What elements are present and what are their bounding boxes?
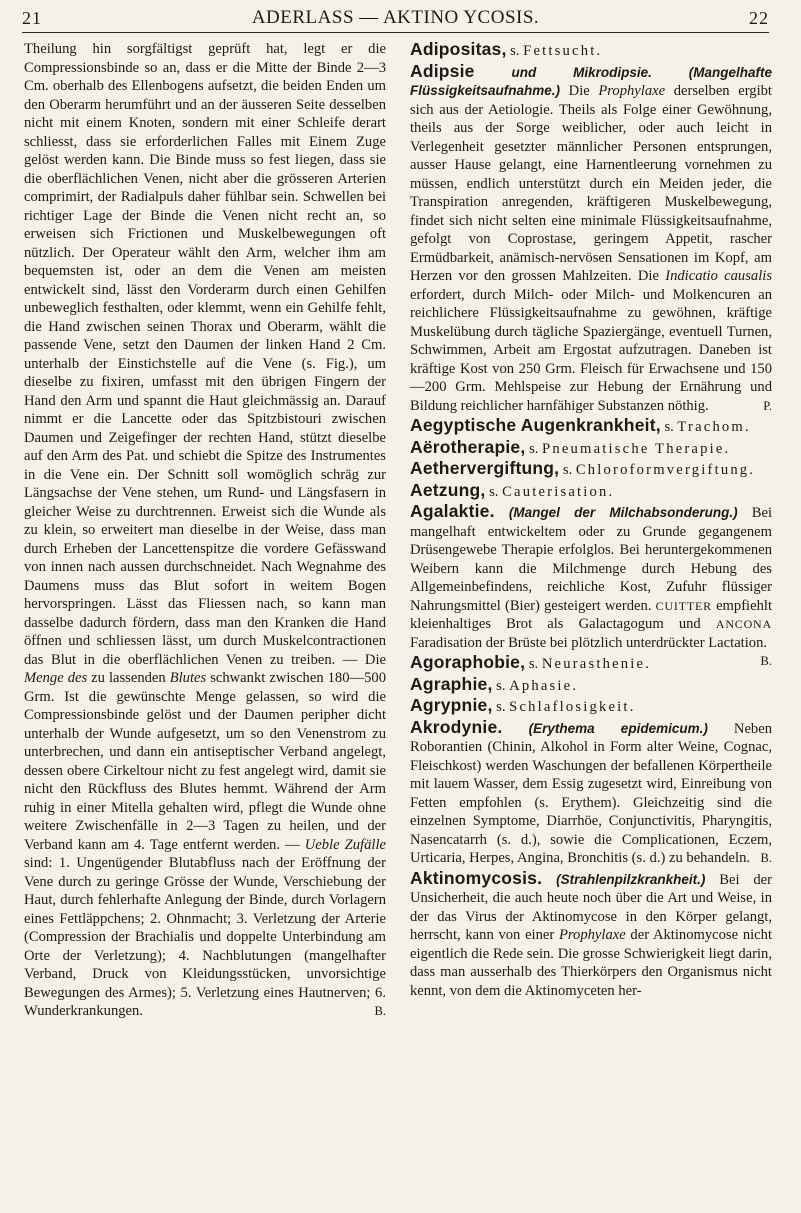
page-number-left: 21: [22, 8, 42, 28]
entry-text: empfiehlt kleienhaltiges Brot als Galactagogum und: [410, 597, 772, 632]
paragraph-text: schwankt zwischen 180—500 Grm. Ist die gewünschte Menge gelassen, so wird die Compressionsbinde gelöst und der Daumen peripher dicht unterhalb der Wunde aufgesetzt, um so den Venenstrom zu unterbrechen, und dann ein antiseptischer Verband angelegt, dessen obere Cirkeltour nicht zu fest angelegt wird, damit sie nicht den Rückfluss des Blutes hemmt. Während der Arm ruhig in einer Mitella gehalten wird, pflegt die Wunde ohne weitere Zwischenfälle in 2—3 Tagen zu heilen, und der Verband kann am 4. Tage entfernt werden. —: [24, 670, 386, 853]
entry-akrodynie: [410, 718, 772, 868]
paragraph-text: sind: 1. Ungenügender Blutabfluss nach der Eröffnung der Vene durch zu geringe Grösse der Wunde, Verschiebung der Haut, durch fehlerhafte Anlegung der Binde, durch Vorlagern eines Fettläppchens; 2. Ohnmacht; 3. Verletzung der Arterie (Compression der Brachialis und doppelte Unterbindung am Orte der Verletzung); 4. Nachblutungen (mangelhafter Verband, Druck von Kleidungsstücken, unvorsichtige Bewegungen des Armes); 5. Verletzung eines Hautnerven; 6. Wunderkrankungen.: [24, 855, 386, 1019]
headword: Aethervergiftung,: [410, 458, 560, 478]
headword: Aërotherapie,: [410, 436, 526, 457]
entry-text: s.: [525, 440, 543, 457]
author-signature: P.: [763, 398, 772, 413]
author-name: ANCONA: [715, 617, 772, 631]
author-name: CUITTER: [655, 598, 712, 613]
entry-agrypnie: [410, 696, 772, 717]
header-rule: [22, 32, 769, 33]
entry-text: Neben Roborantien (Chinin, Alkohol in Form alter Weine, Cognac, Fleischkost) werden Waschungen der befallenen Körpertheile mit lauem Wasser, dem Essig zugesetzt wird, Einreibung von Fetten empfohlen (s. Erythem). Gleichzeitig sind die einzelnen Symptome, Diarrhöe, Conjunctivitis, Pharyngitis, Nasencatarrh (s. d.), sowie die Complicationen, Eczem, Urticaria, Herpes, Angina, Bronchitis (s. d.) zu behandeln.: [410, 720, 772, 866]
entry-text: erfordert, durch Milch- oder Milch- und Molkencuren an reichlichere Flüssigkeitsaufnahme zu gewöhnen, kräftige Muskelübung durch tägliche Spaziergänge, eventuell Turnen, Schwimmen, Arbeit am Ergostat aufzutragen. Daneben ist kräftige Kost von 250 Grm. Fleisch für Erwachsene und 150—200 Grm. Mehlspeise zur Hebung der Ernährung und Bildung reichlicher harnfähiger Substanzen nöthig.: [410, 286, 772, 414]
entry-text: s.: [492, 677, 510, 694]
headword: Aktinomycosis.: [410, 867, 543, 888]
headword: Adipsie: [410, 60, 475, 81]
headword: Agraphie,: [410, 673, 493, 694]
entry-text: Bei mangelhaft entwickeltem oder zu Grunde gegangenem Drüsengewebe Therapie erfolglos. Bei heruntergekommenen Weibern kann die Milchmenge durch Hebung des Allgemeinbefindens, reichliche Kost, Zufuhr flüssiger Nahrungsmittel (Bier) gesteigert werden.: [410, 505, 772, 614]
entry-text: Die: [560, 83, 599, 99]
paragraph-text: zu lassenden: [87, 670, 170, 686]
headword: Agoraphobie,: [410, 652, 526, 672]
cross-reference: Fettsucht.: [523, 43, 603, 59]
entry-adipositas: [410, 40, 772, 61]
entry-aktinomycosis: [410, 869, 772, 1001]
headword-gloss: (Erythema epidemicum.): [502, 720, 708, 736]
cross-reference: Trachom.: [677, 419, 751, 435]
right-column: [410, 40, 772, 1001]
cross-reference: Neurasthenie.: [541, 656, 652, 672]
entry-text: s.: [492, 699, 510, 715]
entry-aegyptische-augenkrankheit: [410, 416, 772, 437]
entry-agraphie: [410, 675, 772, 696]
headword: Aetzung,: [410, 479, 486, 500]
entry-text: der Aktinomycose nicht eigentlich die Rede sein. Die grosse Schwierigkeit liegt darin, dass man ausserhalb des Thierkörpers den Organismus nicht kennt, von dem die Aktinomyceten her-: [410, 927, 772, 999]
headword-gloss: und Mikrodipsie. (Mangelhafte Flüssigkeitsaufnahme.): [410, 64, 772, 98]
headword-gloss: (Strahlenpilzkrankheit.): [542, 871, 706, 887]
entry-text: derselben ergibt sich aus der Aetiologie. Theils als Folge einer Gewöhnung, theils aus der Sorge weiblicher, oder auch leicht in Verlegenheit gesetzter männlicher Personen entsprungen, ausser Hause gelangt, eine Harnentleerung vornehmen zu müssen, endlich unterstützt durch ein Meiden jeder, die Transpiration anregenden, kräftigeren Muskelbewegung, findet sich nicht selten eine minimale Flüssigkeitsaufnahme, gefolgt von Coprostase, geringem Appetit, rascher Ermüdbarkeit, anämisch-nervösen Sensationen im Kopf, am Herzen vor den grossen Mahlzeiten. Die: [410, 83, 772, 284]
entry-text: s.: [660, 419, 678, 435]
paragraph-text: Theilung hin sorgfältigst geprüft hat, legt er die Compressionsbinde so an, dass er die Mitte der Binde 2—3 Cm. oberhalb des Ellenbogens aufsetzt, die beiden Enden um den Oberarm herumführt und an der äusseren Seite desselben nicht mit einem Knoten, sondern mit einer Schleife derart schliesst, dass sie erforderlichen Falles mit Einem Zuge gelöst werden kann. Die Binde muss so fest liegen, dass sie die oberflächlichen Venen, nicht aber die grösseren Arterien comprimirt, der Radialpuls daher fühlbar sein. Schwellen bei richtiger Lage der Binde die Venen nicht recht an, so erweisen sich Frictionen und Muskelbewegungen oft nützlich. Der Operateur wählt den Arm, welcher ihm am bequemsten ist, oder an dem die Venen am meisten entwickelt sind, lässt den Vorderarm durch einen Gehilfen unbeweglich festhalten, oder klemmt, wenn ein Gehilfe fehlt, die Hand zwischen seinen Thorax und Oberarm, wählt die passende Vene, setzt den Daumen der linken Hand 2 Cm. unterhalb der Einstichstelle auf die Vene (s. Fig.), um dieselbe zu fixiren, umfasst mit den übrigen Fingern der Hand den Arm und spannt die Haut gleichmässig an. Darauf nimmt er die Lancette oder das Spitzbistouri zwischen Daumen und Zeigefinger der rechten Hand, stützt dieselbe auf den Arm des Pat. und schiebt die Spitze des Instrumentes in die Vene ein. Der Schnitt soll womöglich schräg zur Längsachse der Vene stehen, um Rund- und Längsfasern in gleicher Weise zu durchtrennen. Erweist sich die Wunde als zu klein, so erweitert man dieselbe in der Weise, dass man durch Erheben der Lancettenspitze die vordere Gefässwand von innen nach aussen durchschneidet. Nach Wegnahme des Daumens muss das Blut sofort in weitem Bogen hervorspringen. Lässt das Fliessen nach, so kann man dasselbe dadurch fördern, dass man den Kranken die Hand öffnen und schliessen lässt, um durch Muskelcontractionen das Blut in die oberflächlichen Venen zu treiben. — Die: [24, 41, 386, 668]
running-title: ADERLASS — AKTINO YCOSIS.: [251, 7, 540, 28]
entry-text: s.: [485, 483, 503, 500]
headword: Agrypnie,: [410, 695, 493, 715]
headword: Agalaktie.: [410, 501, 495, 521]
left-column: [24, 40, 386, 1021]
entry-text: s.: [559, 462, 576, 478]
entry-aerotherapie: [410, 438, 772, 459]
cross-reference: Chloroformvergiftung.: [575, 462, 756, 478]
headword-gloss: (Mangel der Milchabsonderung.): [494, 505, 738, 520]
headword: Adipositas,: [410, 39, 507, 59]
cross-reference: Pneumatische Therapie.: [542, 440, 731, 457]
emphasis: Prophylaxe: [598, 83, 666, 99]
author-signature: B.: [374, 1004, 386, 1018]
emphasis: Menge des: [24, 670, 88, 686]
entry-aethervergiftung: [410, 459, 772, 480]
author-signature: B.: [760, 851, 772, 865]
entry-agoraphobie: [410, 653, 772, 674]
entry-text: Faradisation der Brüste bei plötzlich unterdrückter Lactation.: [410, 634, 768, 651]
entry-aetzung: [410, 481, 772, 502]
cross-reference: Aphasie.: [509, 677, 579, 694]
entry-adipsie: [410, 62, 772, 416]
entry-text: s.: [506, 43, 524, 59]
paragraph: [24, 40, 386, 1021]
emphasis: Indicatio causalis: [665, 268, 772, 284]
emphasis: Prophylaxe: [558, 927, 626, 943]
cross-reference: Cauterisation.: [502, 483, 615, 500]
entry-text: Bei der Unsicherheit, die auch heute noch über die Art und Weise, in der das Virus der Aktinomycose in den Körper gelangt, herrscht, kann von einer: [410, 871, 772, 943]
page-number-right: 22: [749, 8, 769, 28]
headword: Akrodynie.: [410, 716, 503, 737]
author-signature: B.: [760, 654, 772, 668]
entry-text: s.: [525, 656, 542, 672]
headword: Aegyptische Augenkrankheit,: [410, 415, 661, 435]
emphasis: Ueble Zufälle: [304, 836, 386, 853]
emphasis: Blutes: [169, 670, 207, 686]
cross-reference: Schlaflosigkeit.: [509, 699, 636, 715]
